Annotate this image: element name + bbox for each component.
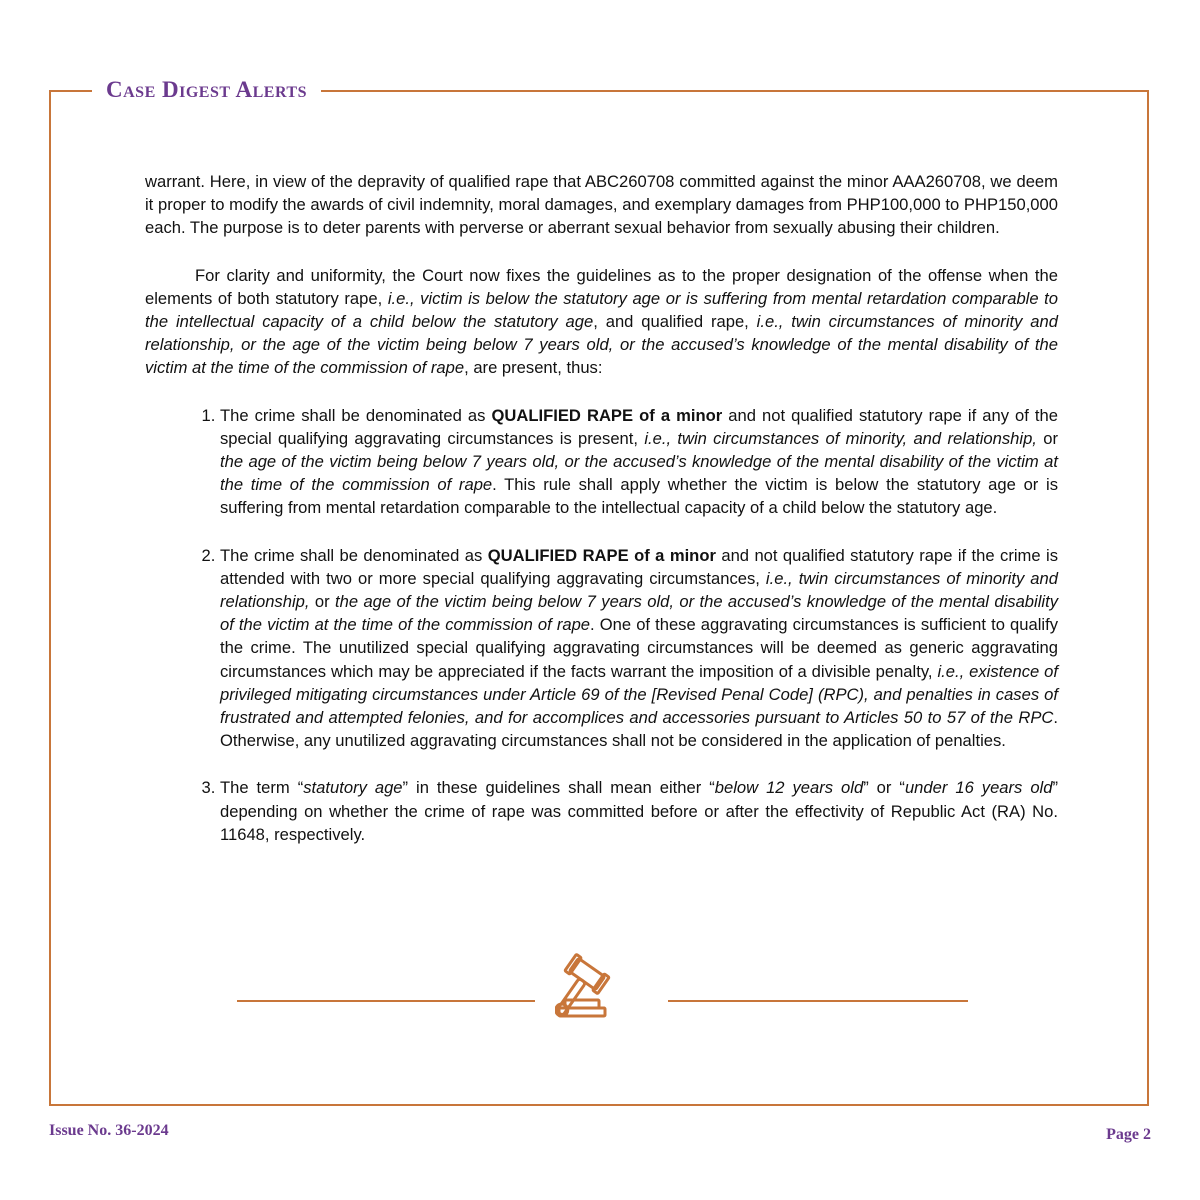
divider-line-right	[668, 1000, 968, 1002]
paragraph-2: For clarity and uniformity, the Court now fixes the guidelines as to the proper designation of the offense when the elements of both statutory rape, i.e., victim is below the statutory age or is suffering from mental retardation comparable to the intellectual capacity of a child below the statutory age, and qualified rape, i.e., twin circumstances of minority and relationship, or the age of the victim being below 7 years old, or the accused’s knowledge of the mental disability of the victim at the time of the commission of rape, are present, thus:	[145, 265, 1058, 378]
guidelines-list	[145, 404, 1058, 846]
list-item: 3. The term “statutory age” in these guidelines shall mean either “below 12 years old” or “under 16 years old” depending on whether the crime of rape was committed before or after the effectivity of Republic Act (RA) No. 11648, respectively.	[220, 776, 1058, 846]
header-title: Case Digest Alerts	[92, 70, 321, 110]
list-item: 1. The crime shall be denominated as QUALIFIED RAPE of a minor and not qualified statutory rape if any of the special qualifying aggravating circumstances is present, i.e., twin circumstances of minority, and relationship, or the age of the victim being below 7 years old, or the accused’s knowledge of the mental disability of the victim at the time of the commission of rape. This rule shall apply whether the victim is below the statutory age or is suffering from mental retardation comparable to the intellectual capacity of a child below the statutory age.	[220, 404, 1058, 520]
document-body	[145, 170, 1058, 870]
gavel-icon	[555, 952, 647, 1020]
issue-number: Issue No. 36-2024	[49, 1122, 169, 1139]
list-item: 2. The crime shall be denominated as QUALIFIED RAPE of a minor and not qualified statutory rape if the crime is attended with two or more special qualifying aggravating circumstances, i.e., twin circumstances of minority and relationship, or the age of the victim being below 7 years old, or the accused’s knowledge of the mental disability of the victim at the time of the commission of rape. One of these aggravating circumstances is sufficient to qualify the crime. The unutilized special qualifying aggravating circumstances will be deemed as generic aggravating circumstances which may be appreciated if the facts warrant the imposition of a divisible penalty, i.e., existence of privileged mitigating circumstances under Article 69 of the [Revised Penal Code] (RPC), and penalties in cases of frustrated and attempted felonies, and for accomplices and accessories pursuant to Articles 50 to 57 of the RPC. Otherwise, any unutilized aggravating circumstances shall not be considered in the application of penalties.	[220, 544, 1058, 753]
page-number: Page 2	[1106, 1126, 1151, 1143]
divider-line-left	[237, 1000, 535, 1002]
paragraph-1: warrant. Here, in view of the depravity of qualified rape that ABC260708 committed against the minor AAA260708, we deem it proper to modify the awards of civil indemnity, moral damages, and exemplary damages from PHP100,000 to PHP150,000 each. The purpose is to deter parents with perverse or aberrant sexual behavior from sexually abusing their children.	[145, 172, 1058, 238]
